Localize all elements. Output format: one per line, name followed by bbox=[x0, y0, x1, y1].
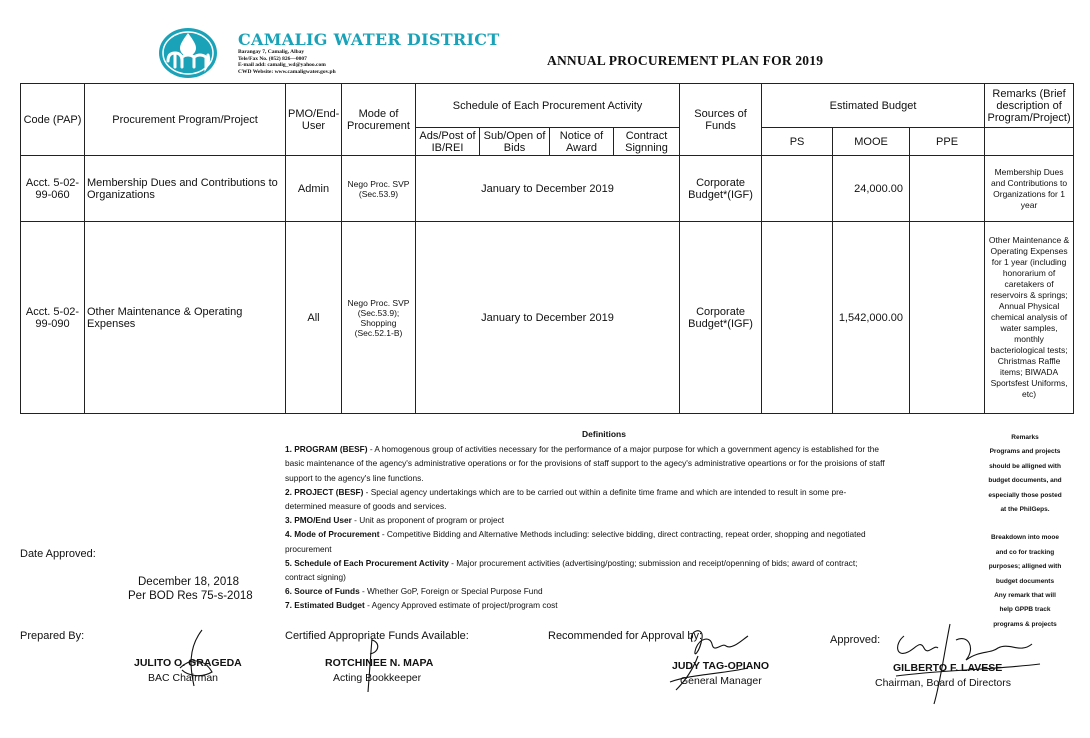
date-approved-value: December 18, 2018 bbox=[138, 576, 240, 588]
camalig-water-district-logo bbox=[158, 27, 218, 79]
definition-item: 6. Source of Funds - Whether GoP, Foreign or Special Purpose Fund bbox=[285, 586, 543, 597]
definition-item: 5. Schedule of Each Procurement Activity - Major procurement activities (advertising/posting; submission and receipt/openning of bids; award of contract; contract signing) bbox=[285, 557, 858, 583]
recommended-label: Recommended for Approval by: bbox=[548, 630, 703, 642]
header-remarks-blank bbox=[985, 128, 1074, 156]
date-approved-label: Date Approved: bbox=[20, 548, 96, 560]
header-mode: Mode of Procurement bbox=[342, 84, 416, 156]
procurement-plan-table bbox=[20, 83, 1074, 414]
definition-item: 3. PMO/End User - Unit as proponent of program or project bbox=[285, 515, 505, 526]
remarks-note bbox=[975, 431, 1075, 632]
prepared-by-label: Prepared By: bbox=[20, 630, 85, 642]
approved-role: Chairman, Board of Directors bbox=[875, 677, 1011, 689]
remarks-note-line: and co for tracking bbox=[995, 548, 1055, 556]
row-mode: Nego Proc. SVP (Sec.53.9); Shopping (Sec.52.1-B) bbox=[342, 222, 416, 414]
remarks-note-line: at the PhilGeps. bbox=[1000, 506, 1050, 514]
row-pmo: All bbox=[286, 222, 342, 414]
org-address: Barangay 7, Camalig, Albay bbox=[238, 49, 305, 55]
recommended-role: General Manager bbox=[680, 675, 762, 687]
certified-name: ROTCHINEE N. MAPA bbox=[325, 657, 434, 669]
row-schedule: January to December 2019 bbox=[416, 222, 680, 414]
remarks-note-line: should be alligned with bbox=[989, 462, 1061, 470]
row-mode: Nego Proc. SVP (Sec.53.9) bbox=[342, 156, 416, 222]
org-email: E-mail add: camalig_wd@yahoo.com bbox=[238, 62, 326, 69]
row-remarks: Other Maintenance & Operating Expenses for 1 year (including honorarium of caretakers of reservoirs & springs; Annual Physical chemical analysis of water samples, monthly bacteriological tests; Christmas Raffle items; BIWADA Sportsfest Uniforms, etc) bbox=[985, 222, 1074, 414]
row-mooe: 1,542,000.00 bbox=[833, 222, 910, 414]
row-pmo: Admin bbox=[286, 156, 342, 222]
org-telefax: Tele/Fax No. (052) 826—0007 bbox=[238, 55, 307, 62]
certified-role: Acting Bookkeeper bbox=[333, 672, 422, 684]
remarks-note-line: purposes; alligned with bbox=[988, 563, 1062, 571]
row-ppe bbox=[910, 222, 985, 414]
header-sub-open-bids: Sub/Open of Bids bbox=[480, 128, 550, 156]
definitions-section bbox=[285, 427, 885, 613]
row-program: Other Maintenance & Operating Expenses bbox=[85, 222, 286, 414]
header-pmo: PMO/End-User bbox=[286, 84, 342, 156]
header-sources: Sources of Funds bbox=[680, 84, 762, 156]
row-ppe bbox=[910, 156, 985, 222]
header-estimated-budget: Estimated Budget bbox=[762, 84, 985, 128]
header-remarks: Remarks (Brief description of Program/Project) bbox=[985, 84, 1074, 128]
definition-item: 4. Mode of Procurement - Competitive Bidding and Alternative Methods including: selective bidding, direct contracting, repeat order, shopping and negotiated procurement bbox=[285, 529, 866, 554]
row-remarks: Membership Dues and Contributions to Organizations for 1 year bbox=[985, 156, 1074, 222]
row-code: Acct. 5-02-99-090 bbox=[21, 222, 85, 414]
definitions-title: Definitions bbox=[582, 429, 626, 439]
row-ps bbox=[762, 156, 833, 222]
row-mooe: 24,000.00 bbox=[833, 156, 910, 222]
board-resolution: Per BOD Res 75-s-2018 bbox=[128, 590, 253, 602]
row-code: Acct. 5-02-99-060 bbox=[21, 156, 85, 222]
definition-item: 1. PROGRAM (BESF) - A homogenous group of activities necessary for the performance of a major purpose for which a government agency is established for the basic maintenance of the agency's administrative operations or for the provisions of staff support to the agecy's administrative opeartions or for the proisions of staff support to the agency's line functions. bbox=[285, 444, 885, 483]
remarks-note-line: programs & projects bbox=[993, 620, 1057, 628]
remarks-note-line: Breakdown into mooe bbox=[991, 534, 1059, 542]
row-ps bbox=[762, 222, 833, 414]
header-code: Code (PAP) bbox=[21, 84, 85, 156]
approved-label: Approved: bbox=[830, 634, 881, 646]
org-website: CWD Website: www.camaligwater.gov.ph bbox=[238, 68, 336, 75]
header-schedule: Schedule of Each Procurement Activity bbox=[416, 84, 680, 128]
header-program: Procurement Program/Project bbox=[85, 84, 286, 156]
remarks-note-line: budget documents, and bbox=[988, 477, 1062, 485]
remarks-note-line: help GPPB track bbox=[999, 606, 1051, 614]
definition-item: 2. PROJECT (BESF) - Special agency undertakings which are to be carried out within a definite time frame and which are intended to result in some pre-determined measure of goods and services. bbox=[285, 486, 847, 512]
remarks-note-line: especially those posted bbox=[988, 491, 1062, 499]
remarks-note-line: Programs and projects bbox=[989, 448, 1061, 456]
row-sources: Corporate Budget*(IGF) bbox=[680, 222, 762, 414]
row-schedule: January to December 2019 bbox=[416, 156, 680, 222]
header-ps: PS bbox=[762, 128, 833, 156]
prepared-by-role: BAC Chairman bbox=[148, 672, 219, 684]
header-notice-of-award: Notice of Award bbox=[550, 128, 614, 156]
table-row bbox=[21, 156, 1074, 222]
definition-item: 7. Estimated Budget - Agency Approved estimate of project/program cost bbox=[285, 600, 558, 611]
row-program: Membership Dues and Contributions to Organizations bbox=[85, 156, 286, 222]
document-title: ANNUAL PROCUREMENT PLAN FOR 2019 bbox=[547, 53, 824, 68]
remarks-note-line: budget documents bbox=[995, 577, 1055, 585]
remarks-note-line: Any remark that will bbox=[994, 592, 1056, 600]
certified-funds-label: Certified Appropriate Funds Available: bbox=[285, 630, 469, 642]
header-contract-signing: Contract Signning bbox=[614, 128, 680, 156]
table-row bbox=[21, 222, 1074, 414]
header-ppe: PPE bbox=[910, 128, 985, 156]
organization-name: CAMALIG WATER DISTRICT bbox=[238, 30, 500, 49]
organization-contact bbox=[238, 49, 336, 75]
row-sources: Corporate Budget*(IGF) bbox=[680, 156, 762, 222]
header-mooe: MOOE bbox=[833, 128, 910, 156]
prepared-by-name: JULITO O. GRAGEDA bbox=[134, 657, 242, 669]
recommended-name: JUDY TAG-OPIANO bbox=[672, 660, 770, 672]
approved-name: GILBERTO F. LAVESE bbox=[893, 662, 1003, 674]
header-ads-post: Ads/Post of IB/REI bbox=[416, 128, 480, 156]
remarks-note-title: Remarks bbox=[1011, 434, 1039, 441]
